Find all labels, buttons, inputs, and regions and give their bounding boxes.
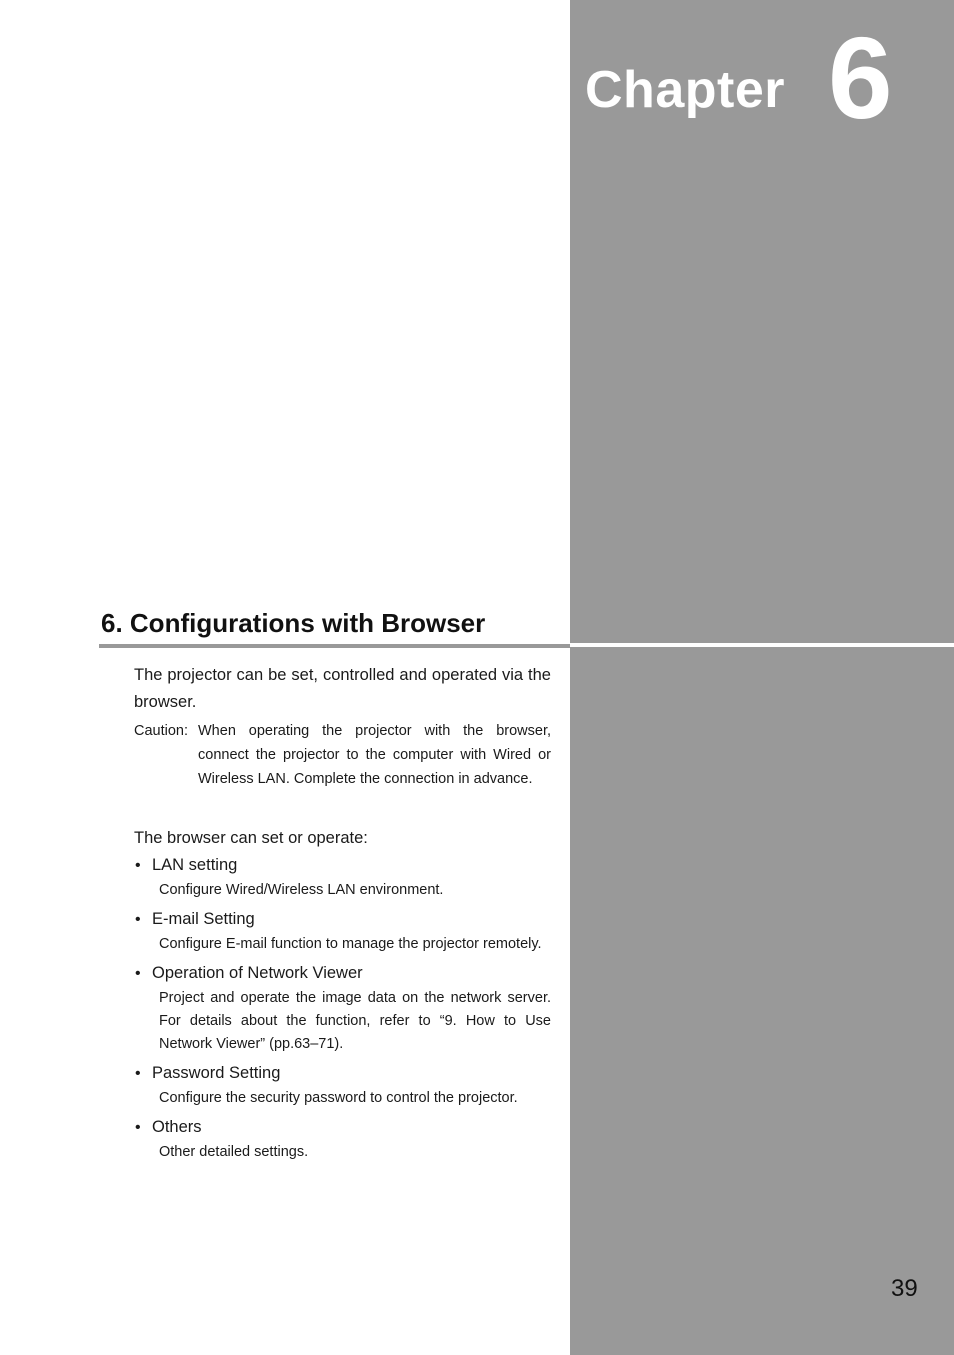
bullet-icon: • [135,1119,141,1136]
feature-title: Password Setting [152,1064,281,1082]
caution-label: Caution: [134,723,189,739]
feature-description: Project and operate the image data on the network server. For details about the function, refer to “9. How to Use Network Viewer” (pp.63–71). [159,990,551,1052]
bullet-icon: • [135,911,141,928]
intro-paragraph: The projector can be set, controlled and operated via the browser. [134,666,551,711]
features-lead: The browser can set or operate: [134,829,368,847]
feature-description: Configure Wired/Wireless LAN environment. [159,882,444,898]
bullet-icon: • [135,965,141,982]
feature-description: Other detailed settings. [159,1144,309,1160]
list-item [134,960,551,1059]
list-item [134,1114,551,1167]
feature-description: Configure E-mail function to manage the projector remotely. [159,936,542,952]
chapter-side-panel [570,0,954,1355]
feature-title: LAN setting [152,856,238,874]
caution-note [134,719,551,791]
feature-title: Others [152,1118,202,1136]
chapter-label: Chapter [585,61,785,119]
section-title: 6. Configurations with Browser [101,608,486,638]
feature-title: E-mail Setting [152,910,255,928]
list-item [134,906,551,959]
main-content [134,662,551,1167]
bullet-icon: • [135,1065,141,1082]
bullet-icon: • [135,857,141,874]
title-underline [99,644,570,648]
feature-list [134,852,551,1167]
side-panel-divider [570,643,954,647]
feature-title: Operation of Network Viewer [152,964,363,982]
list-item [134,1060,551,1113]
feature-description: Configure the security password to control the projector. [159,1090,518,1106]
page-number: 39 [891,1275,918,1302]
chapter-number: 6 [828,13,893,143]
list-item [134,852,551,905]
caution-text: When operating the projector with the browser, connect the projector to the computer with Wired or Wireless LAN. Complete the connection in advance. [198,723,551,787]
